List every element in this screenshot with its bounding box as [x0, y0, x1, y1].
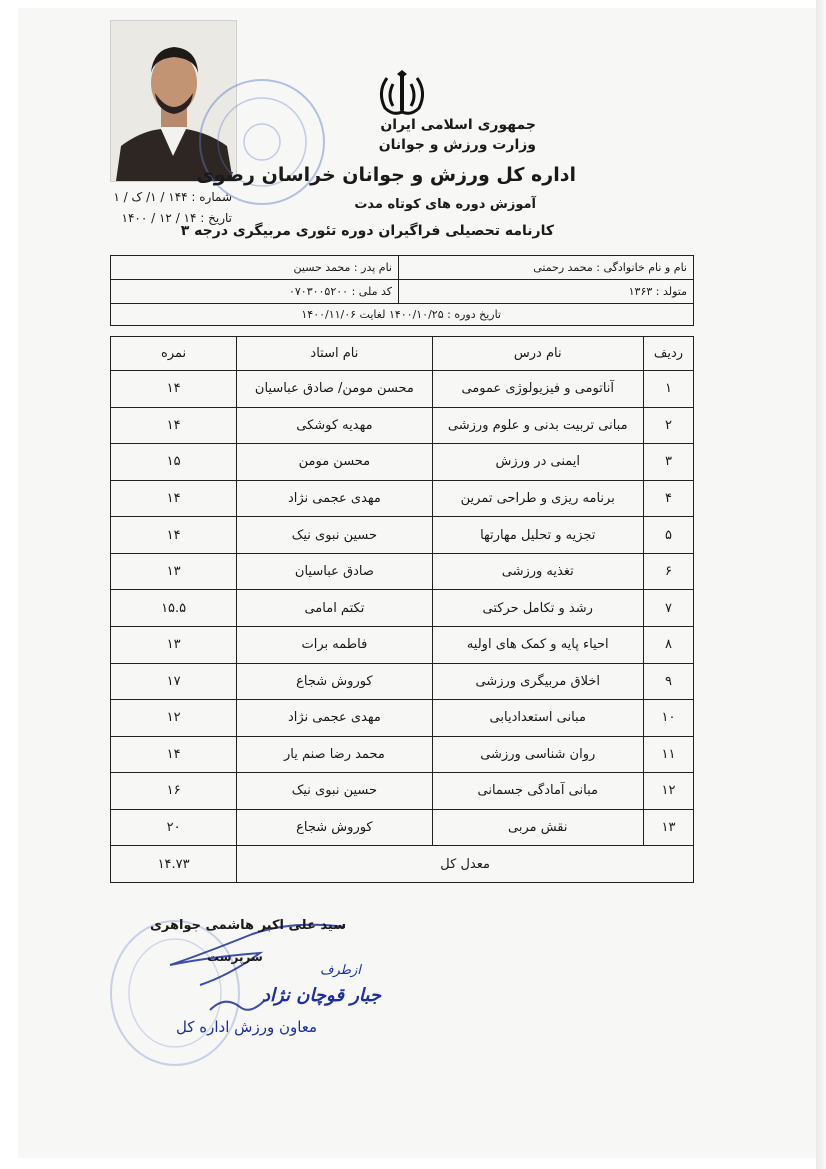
table-row	[111, 700, 694, 737]
average-row	[111, 846, 694, 883]
document-title: کارنامه تحصیلی فراگیران دوره تئوری مربیگری درجه ۳	[180, 223, 554, 239]
teacher-name: مهدی عجمی نژاد	[237, 700, 432, 737]
grade-value: ۱۳	[111, 626, 237, 663]
lesson-name: تجزیه و تحلیل مهارتها	[432, 517, 643, 554]
teacher-name: محمد رضا صنم یار	[237, 736, 432, 773]
table-row	[111, 371, 694, 408]
info-row	[111, 280, 693, 304]
header-teacher: نام استاد	[237, 337, 432, 371]
lesson-name: مبانی استعدادیابی	[432, 700, 643, 737]
grade-value: ۱۴	[111, 371, 237, 408]
handwritten-signature: جبار قوچان نژاد	[262, 985, 381, 1006]
national-code-cell: کد ملی : ۰۷۰۳۰۰۵۲۰۰	[288, 285, 392, 298]
lesson-name: نقش مربی	[432, 809, 643, 846]
lesson-name: رشد و تکامل حرکتی	[432, 590, 643, 627]
personal-info-box	[110, 255, 694, 326]
table-row	[111, 407, 694, 444]
average-value: ۱۴.۷۳	[111, 846, 237, 883]
header-lesson: نام درس	[432, 337, 643, 371]
grade-value: ۱۵.۵	[111, 590, 237, 627]
row-index: ۵	[643, 517, 693, 554]
lesson-name: ایمنی در ورزش	[432, 444, 643, 481]
grade-value: ۱۴	[111, 407, 237, 444]
table-row	[111, 553, 694, 590]
table-row	[111, 663, 694, 700]
teacher-name: محسن مومن/ صادق عباسیان	[237, 371, 432, 408]
signatory-name: سید علی اکبر هاشمی جواهری	[150, 918, 346, 933]
grade-value: ۱۷	[111, 663, 237, 700]
table-row	[111, 626, 694, 663]
document-number: شماره : ۱۴۴ / ۱/ ک / ۱	[113, 190, 232, 204]
lesson-name: احیاء پایه و کمک های اولیه	[432, 626, 643, 663]
row-index: ۶	[643, 553, 693, 590]
course-date-cell: تاریخ دوره : ۱۴۰۰/۱۰/۲۵ لغایت ۱۴۰۰/۱۱/۰۶	[301, 308, 501, 321]
grade-value: ۲۰	[111, 809, 237, 846]
lesson-name: تغذیه ورزشی	[432, 553, 643, 590]
country-name: جمهوری اسلامی ایران	[380, 117, 536, 133]
grades-table	[110, 336, 694, 883]
row-index: ۱۰	[643, 700, 693, 737]
stamp-text: معاون ورزش اداره کل	[176, 1018, 318, 1036]
average-label: معدل کل	[237, 846, 694, 883]
lesson-name: مبانی آمادگی جسمانی	[432, 773, 643, 810]
grade-value: ۱۶	[111, 773, 237, 810]
row-index: ۱۲	[643, 773, 693, 810]
grade-value: ۱۲	[111, 700, 237, 737]
lesson-name: مبانی تربیت بدنی و علوم ورزشی	[432, 407, 643, 444]
table-row	[111, 480, 694, 517]
table-row	[111, 773, 694, 810]
lesson-name: برنامه ریزی و طراحی تمرین	[432, 480, 643, 517]
row-index: ۱	[643, 371, 693, 408]
row-index: ۱۳	[643, 809, 693, 846]
lesson-name: اخلاق مربیگری ورزشی	[432, 663, 643, 700]
table-header-row	[111, 337, 694, 371]
row-index: ۳	[643, 444, 693, 481]
full-name-cell: نام و نام خانوادگی : محمد رحمتی	[398, 256, 693, 279]
document-date: تاریخ : ۱۴ / ۱۲ / ۱۴۰۰	[121, 211, 232, 225]
department-title: اداره کل ورزش و جوانان خراسان رضوی	[196, 164, 576, 186]
row-index: ۸	[643, 626, 693, 663]
row-index: ۷	[643, 590, 693, 627]
grade-value: ۱۵	[111, 444, 237, 481]
grade-value: ۱۳	[111, 553, 237, 590]
teacher-name: تکتم امامی	[237, 590, 432, 627]
iran-emblem-icon	[373, 68, 431, 118]
header-grade: نمره	[111, 337, 237, 371]
birth-year-cell: متولد : ۱۳۶۳	[398, 280, 693, 303]
table-row	[111, 736, 694, 773]
teacher-name: محسن مومن	[237, 444, 432, 481]
info-row	[111, 256, 693, 280]
program-title: آموزش دوره های کوتاه مدت	[354, 197, 536, 212]
on-behalf-label: ازطرف	[320, 963, 361, 978]
row-index: ۲	[643, 407, 693, 444]
teacher-name: حسین نبوی نیک	[237, 517, 432, 554]
teacher-name: صادق عباسیان	[237, 553, 432, 590]
father-name-cell: نام پدر : محمد حسین	[293, 261, 392, 274]
lesson-name: آناتومی و فیزیولوژی عمومی	[432, 371, 643, 408]
signatory-role: سرپرست	[207, 950, 263, 964]
page-edge	[816, 0, 826, 1169]
table-row	[111, 809, 694, 846]
row-index: ۴	[643, 480, 693, 517]
info-row	[111, 304, 693, 325]
grade-value: ۱۴	[111, 517, 237, 554]
teacher-name: کوروش شجاع	[237, 663, 432, 700]
teacher-name: کوروش شجاع	[237, 809, 432, 846]
teacher-name: مهدی عجمی نژاد	[237, 480, 432, 517]
ministry-name: وزارت ورزش و جوانان	[378, 137, 536, 153]
row-index: ۹	[643, 663, 693, 700]
grade-value: ۱۴	[111, 736, 237, 773]
table-row	[111, 444, 694, 481]
grade-value: ۱۴	[111, 480, 237, 517]
teacher-name: حسین نبوی نیک	[237, 773, 432, 810]
table-row	[111, 517, 694, 554]
teacher-name: فاطمه برات	[237, 626, 432, 663]
table-row	[111, 590, 694, 627]
lesson-name: روان شناسی ورزشی	[432, 736, 643, 773]
teacher-name: مهدیه کوشکی	[237, 407, 432, 444]
header-index: ردیف	[643, 337, 693, 371]
row-index: ۱۱	[643, 736, 693, 773]
